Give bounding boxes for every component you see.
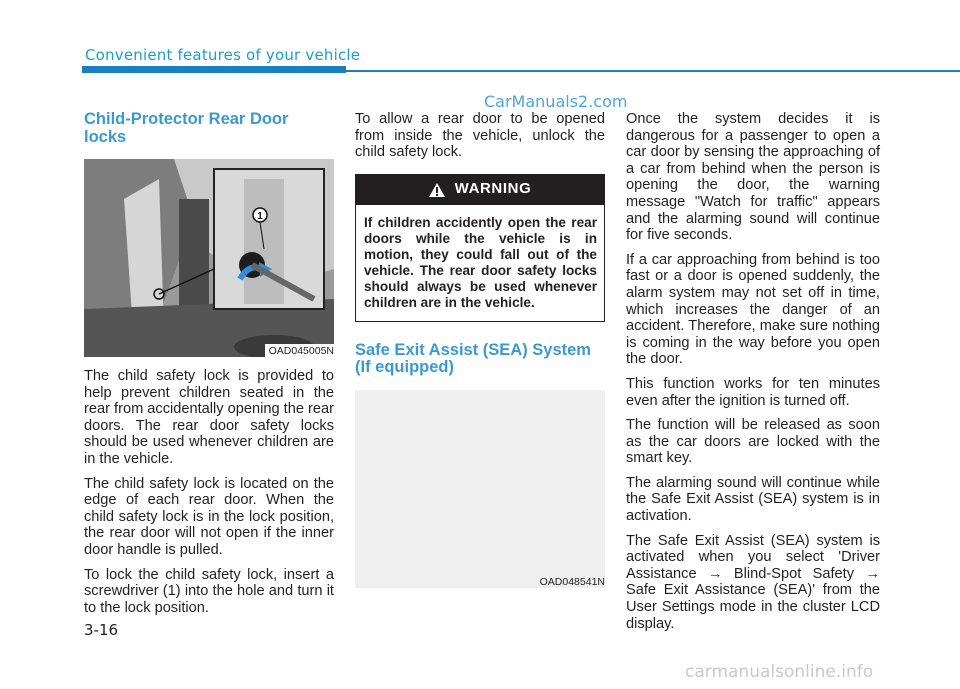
chapter-title: Convenient features of your vehicle bbox=[85, 46, 361, 64]
header-rule bbox=[346, 70, 960, 72]
body-paragraph: The child safety lock is located on the edge of each rear door. When the child safety lock is in the lock position, the rear door will not open if the inner door handle is pulled. bbox=[84, 475, 334, 558]
figure-callout-1: 1 bbox=[257, 211, 263, 222]
warning-box bbox=[355, 174, 605, 322]
column-2 bbox=[355, 111, 605, 588]
body-paragraph: Once the system decides it is dangerous for a passenger to open a car door by sensing the approaching of a car from behind when the person is opening the door, the warning message "Watch for traffic" appears and the alarming sound will continue for five seconds. bbox=[626, 111, 880, 244]
watermark-top: CarManuals2.com bbox=[484, 92, 628, 111]
body-paragraph: This function works for ten minutes even after the ignition is turned off. bbox=[626, 375, 880, 409]
body-paragraph: The alarming sound will continue while the Safe Exit Assist (SEA) system is in activation. bbox=[626, 474, 880, 525]
figure-code: OAD045005N bbox=[265, 344, 334, 357]
warning-header bbox=[356, 175, 604, 205]
warning-triangle-icon bbox=[429, 183, 445, 197]
body-paragraph: The function will be released as soon as the car doors are locked with the smart key. bbox=[626, 417, 880, 467]
page-number: 3-16 bbox=[84, 621, 119, 639]
section-heading-child-lock: Child-Protector Rear Door locks bbox=[84, 110, 289, 146]
header-accent-bar bbox=[82, 66, 346, 73]
car-door-illustration bbox=[84, 159, 334, 357]
warning-text: If children accidently open the rear doors while the vehicle is in motion, they could fall out of the vehicle. The rear door safety locks should always be used whenever children are in the vehicle. bbox=[364, 214, 597, 310]
body-paragraph: To allow a rear door to be opened from inside the vehicle, unlock the child safety lock. bbox=[355, 111, 605, 161]
warning-label: WARNING bbox=[454, 180, 532, 198]
body-paragraph: The Safe Exit Assist (SEA) system is activated when you select 'Driver Assistance → Blind-Spot Safety → Safe Exit Assistance (SEA)' from the User Settings mode in the cluster LCD display. bbox=[626, 532, 880, 632]
column-3 bbox=[626, 111, 880, 640]
figure-code: OAD048541N bbox=[539, 575, 605, 588]
column-1 bbox=[84, 111, 334, 624]
section-heading-sea: Safe Exit Assist (SEA) System (If equipped) bbox=[355, 340, 591, 377]
body-paragraph: To lock the child safety lock, insert a screwdriver (1) into the hole and turn it to the lock position. bbox=[84, 566, 334, 616]
body-paragraph: If a car approaching from behind is too fast or a door is opened suddenly, the alarm system may not set off in time, which increases the danger of an accident. Therefore, make sure nothing is coming in the way before you open the door. bbox=[626, 251, 880, 368]
body-paragraph: The child safety lock is provided to help prevent children seated in the rear from accidentally opening the rear doors. The rear door safety locks should be used whenever children are in the vehicle. bbox=[84, 368, 334, 467]
watermark-bottom: carmanualsonline.info bbox=[685, 662, 874, 682]
child-lock-figure bbox=[84, 159, 334, 357]
sea-figure bbox=[355, 390, 605, 588]
